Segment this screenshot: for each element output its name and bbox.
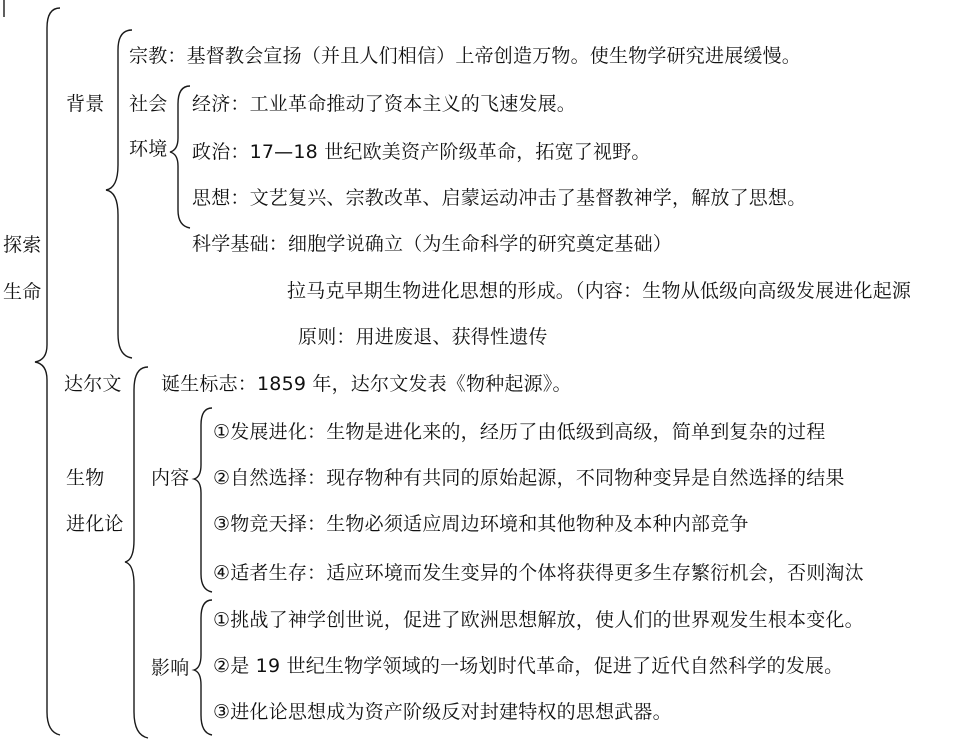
root-label-line2: 生命 [3, 281, 42, 303]
background-label: 背景 [66, 93, 105, 115]
influence-label: 影响 [151, 657, 190, 679]
influence-item: ③进化论思想成为资产阶级反对封建特权的思想武器。 [213, 701, 672, 723]
darwin-brace [125, 367, 148, 738]
birth-text: 诞生标志：1859 年，达尔文发表《物种起源》。 [161, 373, 572, 395]
content-label: 内容 [151, 467, 190, 489]
root-brace [35, 8, 60, 735]
social-env-brace [170, 86, 190, 228]
lamarck-line2: 原则：用进废退、获得性遗传 [298, 326, 548, 348]
social-env-label-line1: 社会 [129, 93, 168, 115]
content-item: ①发展进化：生物是进化来的，经历了由低级到高级，简单到复杂的过程 [213, 421, 826, 443]
darwin-label-line3: 进化论 [66, 513, 124, 535]
root-label-line1: 探索 [3, 234, 42, 256]
influence-item: ①挑战了神学创世说，促进了欧洲思想解放，使人们的世界观发生根本变化。 [213, 609, 864, 631]
content-item: ②自然选择：现存物种有共同的原始起源，不同物种变异是自然选择的结果 [213, 467, 845, 489]
religion-text: 宗教：基督教会宣扬（并且人们相信）上帝创造万物。使生物学研究进展缓慢。 [129, 45, 802, 67]
thought-text: 思想：文艺复兴、宗教改革、启蒙运动冲击了基督教神学，解放了思想。 [192, 187, 807, 209]
darwin-label-line2: 生物 [66, 467, 105, 489]
content-brace [194, 408, 212, 592]
social-env-label-line2: 环境 [129, 138, 168, 160]
darwin-label-line1: 达尔文 [64, 373, 122, 395]
politics-text: 政治：17—18 世纪欧美资产阶级革命，拓宽了视野。 [192, 141, 651, 163]
lamarck-line1: 拉马克早期生物进化思想的形成。（内容：生物从低级向高级发展进化起源 [287, 280, 912, 302]
content-item: ④适者生存：适应环境而发生变异的个体将获得更多生存繁衍机会，否则淘汰 [213, 562, 864, 584]
science-basis-text: 科学基础：细胞学说确立（为生命科学的研究奠定基础） [192, 233, 673, 255]
economy-text: 经济：工业革命推动了资本主义的飞速发展。 [192, 93, 577, 115]
influence-brace [194, 600, 212, 735]
content-item: ③物竞天择：生物必须适应周边环境和其他物种及本种内部竞争 [213, 513, 749, 535]
influence-item: ②是 19 世纪生物学领域的一场划时代革命，促进了近代自然科学的发展。 [213, 655, 844, 677]
background-brace [106, 30, 132, 358]
